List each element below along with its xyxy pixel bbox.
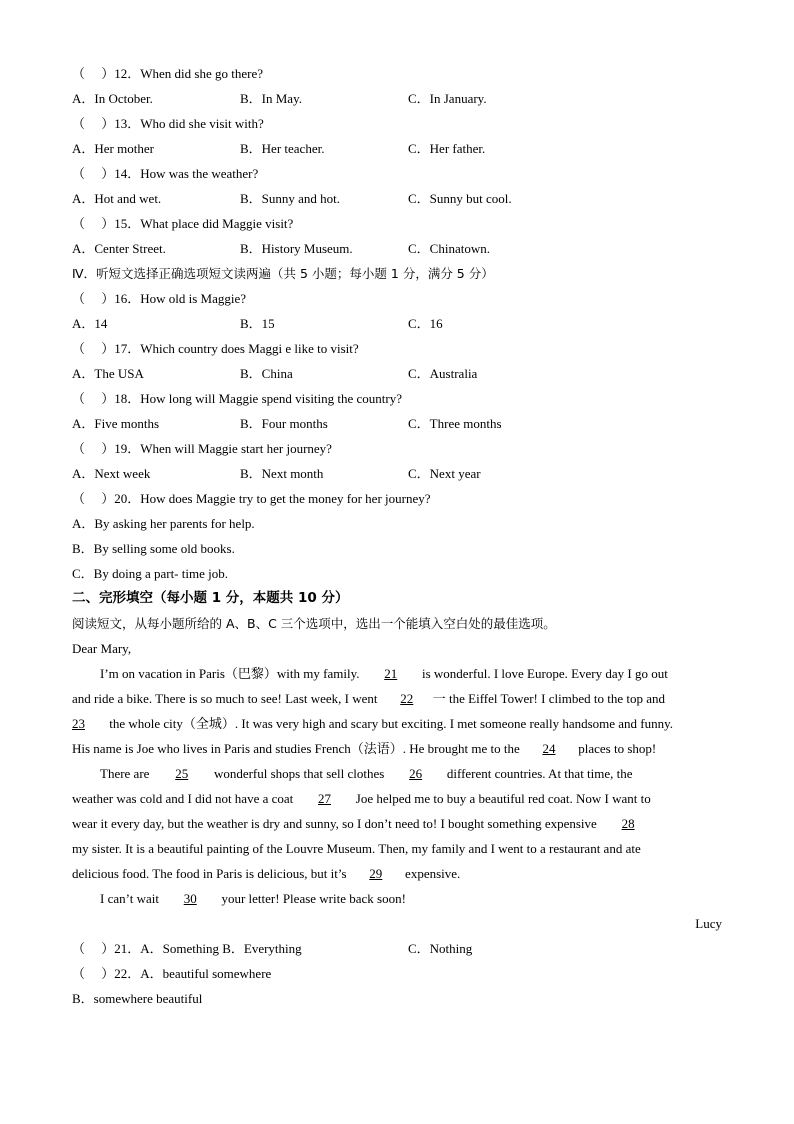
option-a: A．14 xyxy=(72,316,108,331)
letter-line-2 xyxy=(72,691,665,707)
letter-line-5 xyxy=(100,766,633,782)
option-a: A．Center Street. xyxy=(72,241,166,256)
option-b: B．15 xyxy=(240,316,275,331)
option-a: A．The USA xyxy=(72,366,144,381)
letter-line-1 xyxy=(100,666,668,682)
option-c: C．Three months xyxy=(408,416,502,431)
question-22-stem: （ ）22．A．beautiful somewhere xyxy=(72,966,272,981)
question-18-stem: （ ）18．How long will Maggie spend visiting the country? xyxy=(72,391,403,406)
option-b: B．History Museum. xyxy=(240,241,353,256)
letter-text: different countries. At that time, the xyxy=(443,766,633,781)
letter-text: weather was cold and I did not have a coat xyxy=(72,791,297,806)
question-14-stem: （ ）14．How was the weather? xyxy=(72,166,259,181)
option-b: B．Four months xyxy=(240,416,328,431)
option-a: A．Hot and wet. xyxy=(72,191,162,206)
question-20-stem: （ ）20．How does Maggie try to get the money for her journey? xyxy=(72,491,431,506)
blank-23: 23 xyxy=(72,716,85,731)
option-c: C．Nothing xyxy=(408,941,473,956)
option-c: C．Australia xyxy=(408,366,478,381)
question-15-options xyxy=(72,241,722,257)
question-16-options xyxy=(72,316,722,332)
question-20-option-b: B．By selling some old books. xyxy=(72,541,235,556)
letter-text: delicious food. The food in Paris is delicious, but it’s xyxy=(72,866,350,881)
letter-text: Joe helped me to buy a beautiful red coat. Now I want to xyxy=(352,791,651,806)
option-c: C．Her father. xyxy=(408,141,486,156)
blank-27: 27 xyxy=(318,791,332,806)
option-c: C．Sunny but cool. xyxy=(408,191,512,206)
part-2-instruction: 阅读短文，从每小题所给的 A、B、C 三个选项中，选出一个能填入空白处的最佳选项。 xyxy=(72,616,556,631)
question-12-options xyxy=(72,91,722,107)
question-16-stem: （ ）16．How old is Maggie? xyxy=(72,291,247,306)
question-19-options xyxy=(72,466,722,482)
letter-text: expensive. xyxy=(401,866,461,881)
letter-line-7 xyxy=(72,816,656,832)
blank-29: 29 xyxy=(369,866,383,881)
option-b: B．In May. xyxy=(240,91,302,106)
question-20-option-a: A．By asking her parents for help. xyxy=(72,516,255,531)
blank-25: 25 xyxy=(175,766,189,781)
letter-line-6 xyxy=(72,791,651,807)
blank-24: 24 xyxy=(542,741,556,756)
question-18-options xyxy=(72,416,722,432)
blank-30: 30 xyxy=(183,891,197,906)
question-21 xyxy=(72,941,722,957)
letter-text: your letter! Please write back soon! xyxy=(218,891,406,906)
option-a: A．In October. xyxy=(72,91,153,106)
option-c: C．Chinatown. xyxy=(408,241,490,256)
letter-text: is wonderful. I love Europe. Every day I go out xyxy=(418,666,668,681)
blank-21: 21 xyxy=(384,666,398,681)
question-13-options xyxy=(72,141,722,157)
letter-greeting: Dear Mary, xyxy=(72,641,132,656)
option-a: A．Her mother xyxy=(72,141,154,156)
question-17-stem: （ ）17．Which country does Maggi e like to visit? xyxy=(72,341,359,356)
section-4-title: Ⅳ．听短文选择正确选项短文读两遍（共 5 小题；每小题 1 分，满分 5 分） xyxy=(72,266,494,281)
letter-line-9 xyxy=(72,866,460,882)
option-b: B．Sunny and hot. xyxy=(240,191,341,206)
letter-text: 一 the Eiffel Tower! I climbed to the top and xyxy=(432,691,665,706)
option-c: C．Next year xyxy=(408,466,481,481)
question-21-stem: （ ）21．A．Something B．Everything xyxy=(72,941,302,956)
blank-22: 22 xyxy=(400,691,414,706)
question-12-stem: （ ）12．When did she go there? xyxy=(72,66,263,81)
letter-text: and ride a bike. There is so much to see! Last week, I went xyxy=(72,691,381,706)
letter-text: wonderful shops that sell clothes xyxy=(210,766,388,781)
letter-line-10 xyxy=(100,891,406,907)
part-2-title: 二、完形填空（每小题 1 分，本题共 10 分） xyxy=(72,590,349,606)
question-20-option-c: C．By doing a part- time job. xyxy=(72,566,228,581)
question-19-stem: （ ）19．When will Maggie start her journey? xyxy=(72,441,332,456)
letter-signature: Lucy xyxy=(695,916,722,931)
letter-text: There are xyxy=(100,766,153,781)
letter-line-4 xyxy=(72,741,656,757)
question-22-option-b: B．somewhere beautiful xyxy=(72,991,203,1006)
question-17-options xyxy=(72,366,722,382)
option-b: B．Next month xyxy=(240,466,324,481)
letter-text: I can’t wait xyxy=(100,891,163,906)
option-b: B．Her teacher. xyxy=(240,141,325,156)
letter-text: I’m on vacation in Paris（巴黎）with my family. xyxy=(100,666,363,681)
option-c: C．In January. xyxy=(408,91,487,106)
letter-text: wear it every day, but the weather is dry and sunny, so I don’t need to! I bought something expensive xyxy=(72,816,601,831)
question-14-options xyxy=(72,191,722,207)
option-c: C．16 xyxy=(408,316,443,331)
blank-26: 26 xyxy=(409,766,423,781)
letter-text: His name is Joe who lives in Paris and studies French（法语）. He brought me to the xyxy=(72,741,523,756)
option-a: A．Five months xyxy=(72,416,160,431)
blank-28: 28 xyxy=(621,816,635,831)
option-b: B．China xyxy=(240,366,293,381)
option-a: A．Next week xyxy=(72,466,151,481)
letter-line-8: my sister. It is a beautiful painting of the Louvre Museum. Then, my family and I went to a restaurant and ate xyxy=(72,841,641,856)
question-15-stem: （ ）15．What place did Maggie visit? xyxy=(72,216,294,231)
question-13-stem: （ ）13．Who did she visit with? xyxy=(72,116,264,131)
letter-text: the whole city（全城）. It was very high and scary but exciting. I met someone really handsome and funny. xyxy=(106,716,674,731)
letter-text: places to shop! xyxy=(574,741,657,756)
letter-line-3 xyxy=(72,716,673,732)
